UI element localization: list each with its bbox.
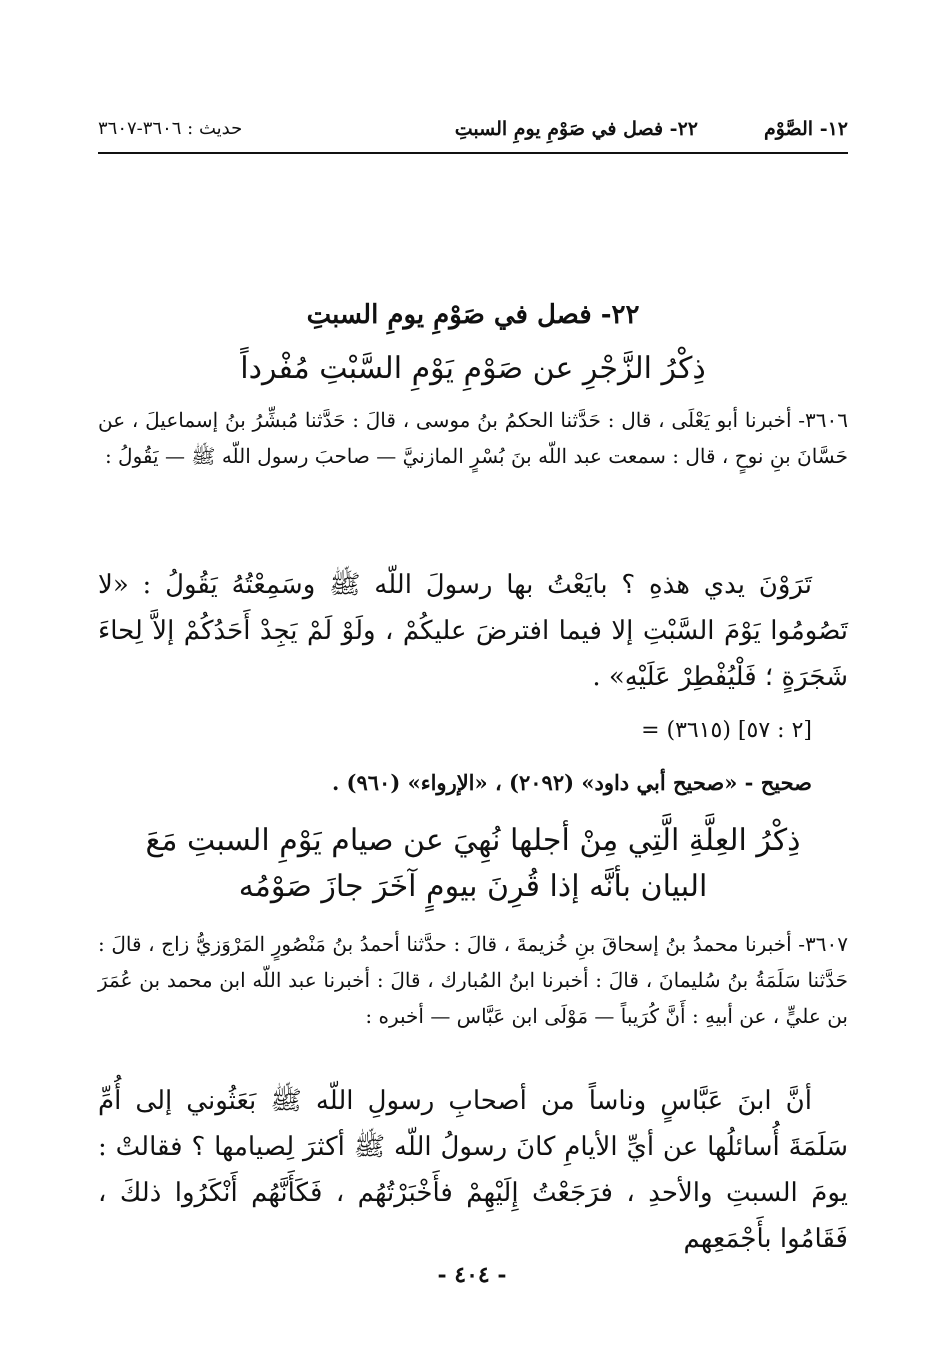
section-heading-2-line-2: البيان بأنَّه إذا قُرِنَ بيومٍ آخَرَ جازَ صَوْمُه — [238, 869, 708, 904]
chapter-title: ٢٢- فصل في صَوْمِ يومِ السبتِ — [306, 300, 640, 330]
hadith-3607-isnad: ٣٦٠٧- أخبرنا محمدُ بنُ إسحاقَ بنِ خُزيمةَ ، قالَ : حدَّثنا أحمدُ بنُ مَنْصُورٍ المَرْوَزيُّ زاج ، قالَ : حَدَّثنا سَلَمَةُ بنُ سُليمانَ ، قالَ : أخبرنا ابنُ المُبارك ، قالَ : أخبرنا عبد اللّه ابن محمد بن عُمَرَ بن عليٍّ ، عن أبيهِ : أَنَّ كُرَيباً — مَوْلَى ابن عَبَّاس — أخبره : — [98, 932, 848, 1028]
section-heading-2-line-1: ذِكْرُ العِلَّةِ الَّتِي مِنْ أجلها نُهِيَ عن صيام يَوْمِ السبتِ مَعَ — [145, 823, 801, 858]
header-book-title: ١٢- الصَّوْم — [763, 118, 848, 140]
header-chapter-title: ٢٢- فصل في صَوْمِ يومِ السبتِ — [454, 118, 698, 140]
section-heading-1: ذِكْرُ الزَّجْرِ عن صَوْمِ يَوْمِ السَّبْتِ مُفْرداً — [240, 351, 706, 386]
hadith-3606-matn: تَرَوْنَ يدي هذهِ ؟ بايَعْتُ بها رسولَ اللّه ﷺ وسَمِعْتُهُ يَقُولُ : «لا تَصُومُوا يَوْمَ السَّبْتِ إلا فيما افترضَ عليكُمْ ، ولَوْ لَمْ يَجِدْ أَحَدُكُمْ إلاَّ لِحاءَ شَجَرَةٍ ؛ فَلْيُفْطِرْ عَلَيْهِ» . — [98, 570, 848, 692]
page-number: - ٤٠٤ - — [437, 1262, 507, 1288]
hadith-3606-isnad: ٣٦٠٦- أخبرنا أبو يَعْلَى ، قال : حَدَّثنا الحكمُ بنُ موسى ، قالَ : حَدَّثنا مُبشِّرُ بنُ إسماعيلَ ، عن حَسَّانَ بنِ نوحٍ ، قال : سمعت عبد اللّه بنَ بُسْرٍ المازنيَّ — صاحبَ رسول اللّه ﷺ — يَقُولُ : — [98, 408, 848, 468]
hadith-3606-grade: صحيح - «صحيح أبي داود» (٢٠٩٢) ، «الإرواء» (٩٦٠) . — [331, 770, 812, 795]
hadith-3606-reference: = (٣٦١٥) [٢ : ٥٧] — [641, 718, 812, 743]
header-hadith-range: حديث : ٣٦٠٦-٣٦٠٧ — [98, 118, 243, 139]
running-header — [98, 112, 848, 154]
section-heading-2 — [98, 818, 848, 910]
hadith-3607-matn: أنَّ ابنَ عَبَّاسٍ وناساً من أصحابِ رسولِ اللّه ﷺ بَعَثُوني إلى أُمِّ سَلَمَةَ أُسائلُها عن أيِّ الأيامِ كانَ رسولُ اللّه ﷺ أكثرَ لِصيامها ؟ فقالتْ : يومَ السبتِ والأحدِ ، فرَجَعْتُ إِلَيْهِمْ فأَخْبَرْتُهُم ، فَكَأَنَّهُم أَنْكَرُوا ذلكَ ، فَقَامُوا بأَجْمَعِهم — [98, 1086, 848, 1254]
